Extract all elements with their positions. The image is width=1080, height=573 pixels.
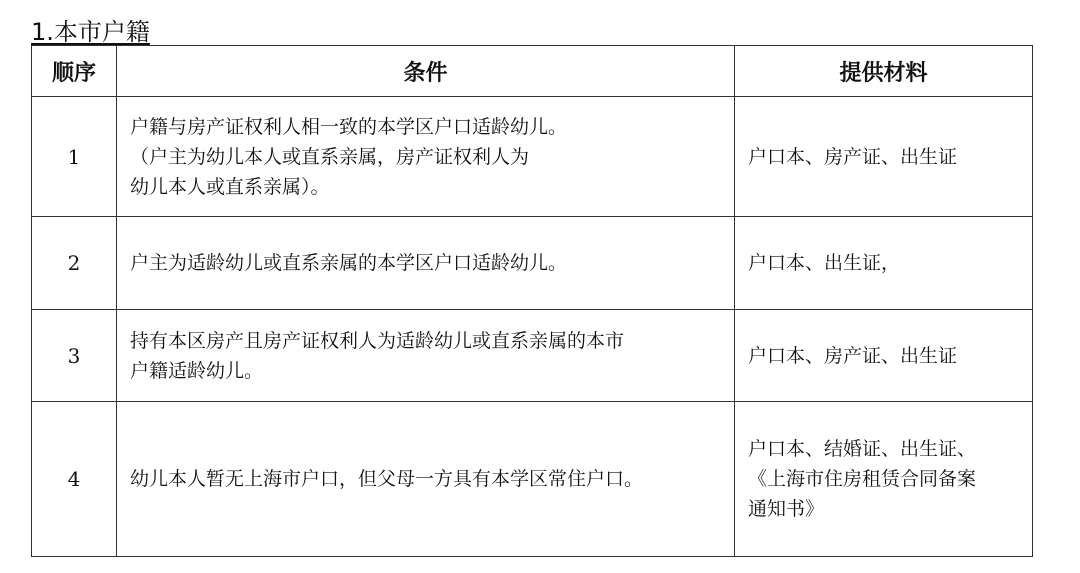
row-condition [117, 97, 735, 217]
materials-line: 通知书》 [748, 498, 825, 520]
row-number: 4 [32, 402, 117, 557]
row-number: 1 [32, 97, 117, 217]
header-condition: 条件 [117, 46, 735, 97]
row-materials [735, 217, 1033, 310]
row-number: 2 [32, 217, 117, 310]
row-materials [735, 310, 1033, 402]
section-title: 1.本市户籍 [31, 18, 150, 46]
row-materials [735, 402, 1033, 557]
condition-line: 持有本区房产且房产证权利人为适龄幼儿或直系亲属的本市 [130, 329, 625, 352]
table-header-row [32, 46, 1033, 97]
row-condition [117, 402, 735, 557]
table-row [32, 217, 1033, 310]
header-no: 顺序 [32, 46, 117, 97]
row-number: 3 [32, 310, 117, 402]
condition-line: 户籍适龄幼儿。 [130, 359, 264, 382]
materials-line: 户口本、出生证， [748, 252, 901, 274]
condition-line: （户主为幼儿本人或直系亲属，房产证权利人为 [130, 145, 530, 168]
row-materials [735, 97, 1033, 217]
requirements-table [31, 45, 1033, 557]
table-row [32, 310, 1033, 402]
condition-line: 户籍与房产证权利人相一致的本学区户口适龄幼儿。 [130, 115, 568, 138]
condition-line: 幼儿本人暂无上海市户口，但父母一方具有本学区常住户口。 [130, 468, 644, 490]
materials-line: 《上海市住房租赁合同备案 [748, 468, 977, 490]
row-condition [117, 217, 735, 310]
materials-line: 户口本、结婚证、出生证、 [748, 438, 977, 460]
table-row [32, 97, 1033, 217]
condition-line: 幼儿本人或直系亲属）。 [130, 175, 330, 198]
table-row [32, 402, 1033, 557]
materials-line: 户口本、房产证、出生证 [748, 344, 958, 367]
condition-line: 户主为适龄幼儿或直系亲属的本学区户口适龄幼儿。 [130, 252, 568, 274]
header-materials: 提供材料 [735, 46, 1033, 97]
materials-line: 户口本、房产证、出生证 [748, 145, 958, 168]
row-condition [117, 310, 735, 402]
